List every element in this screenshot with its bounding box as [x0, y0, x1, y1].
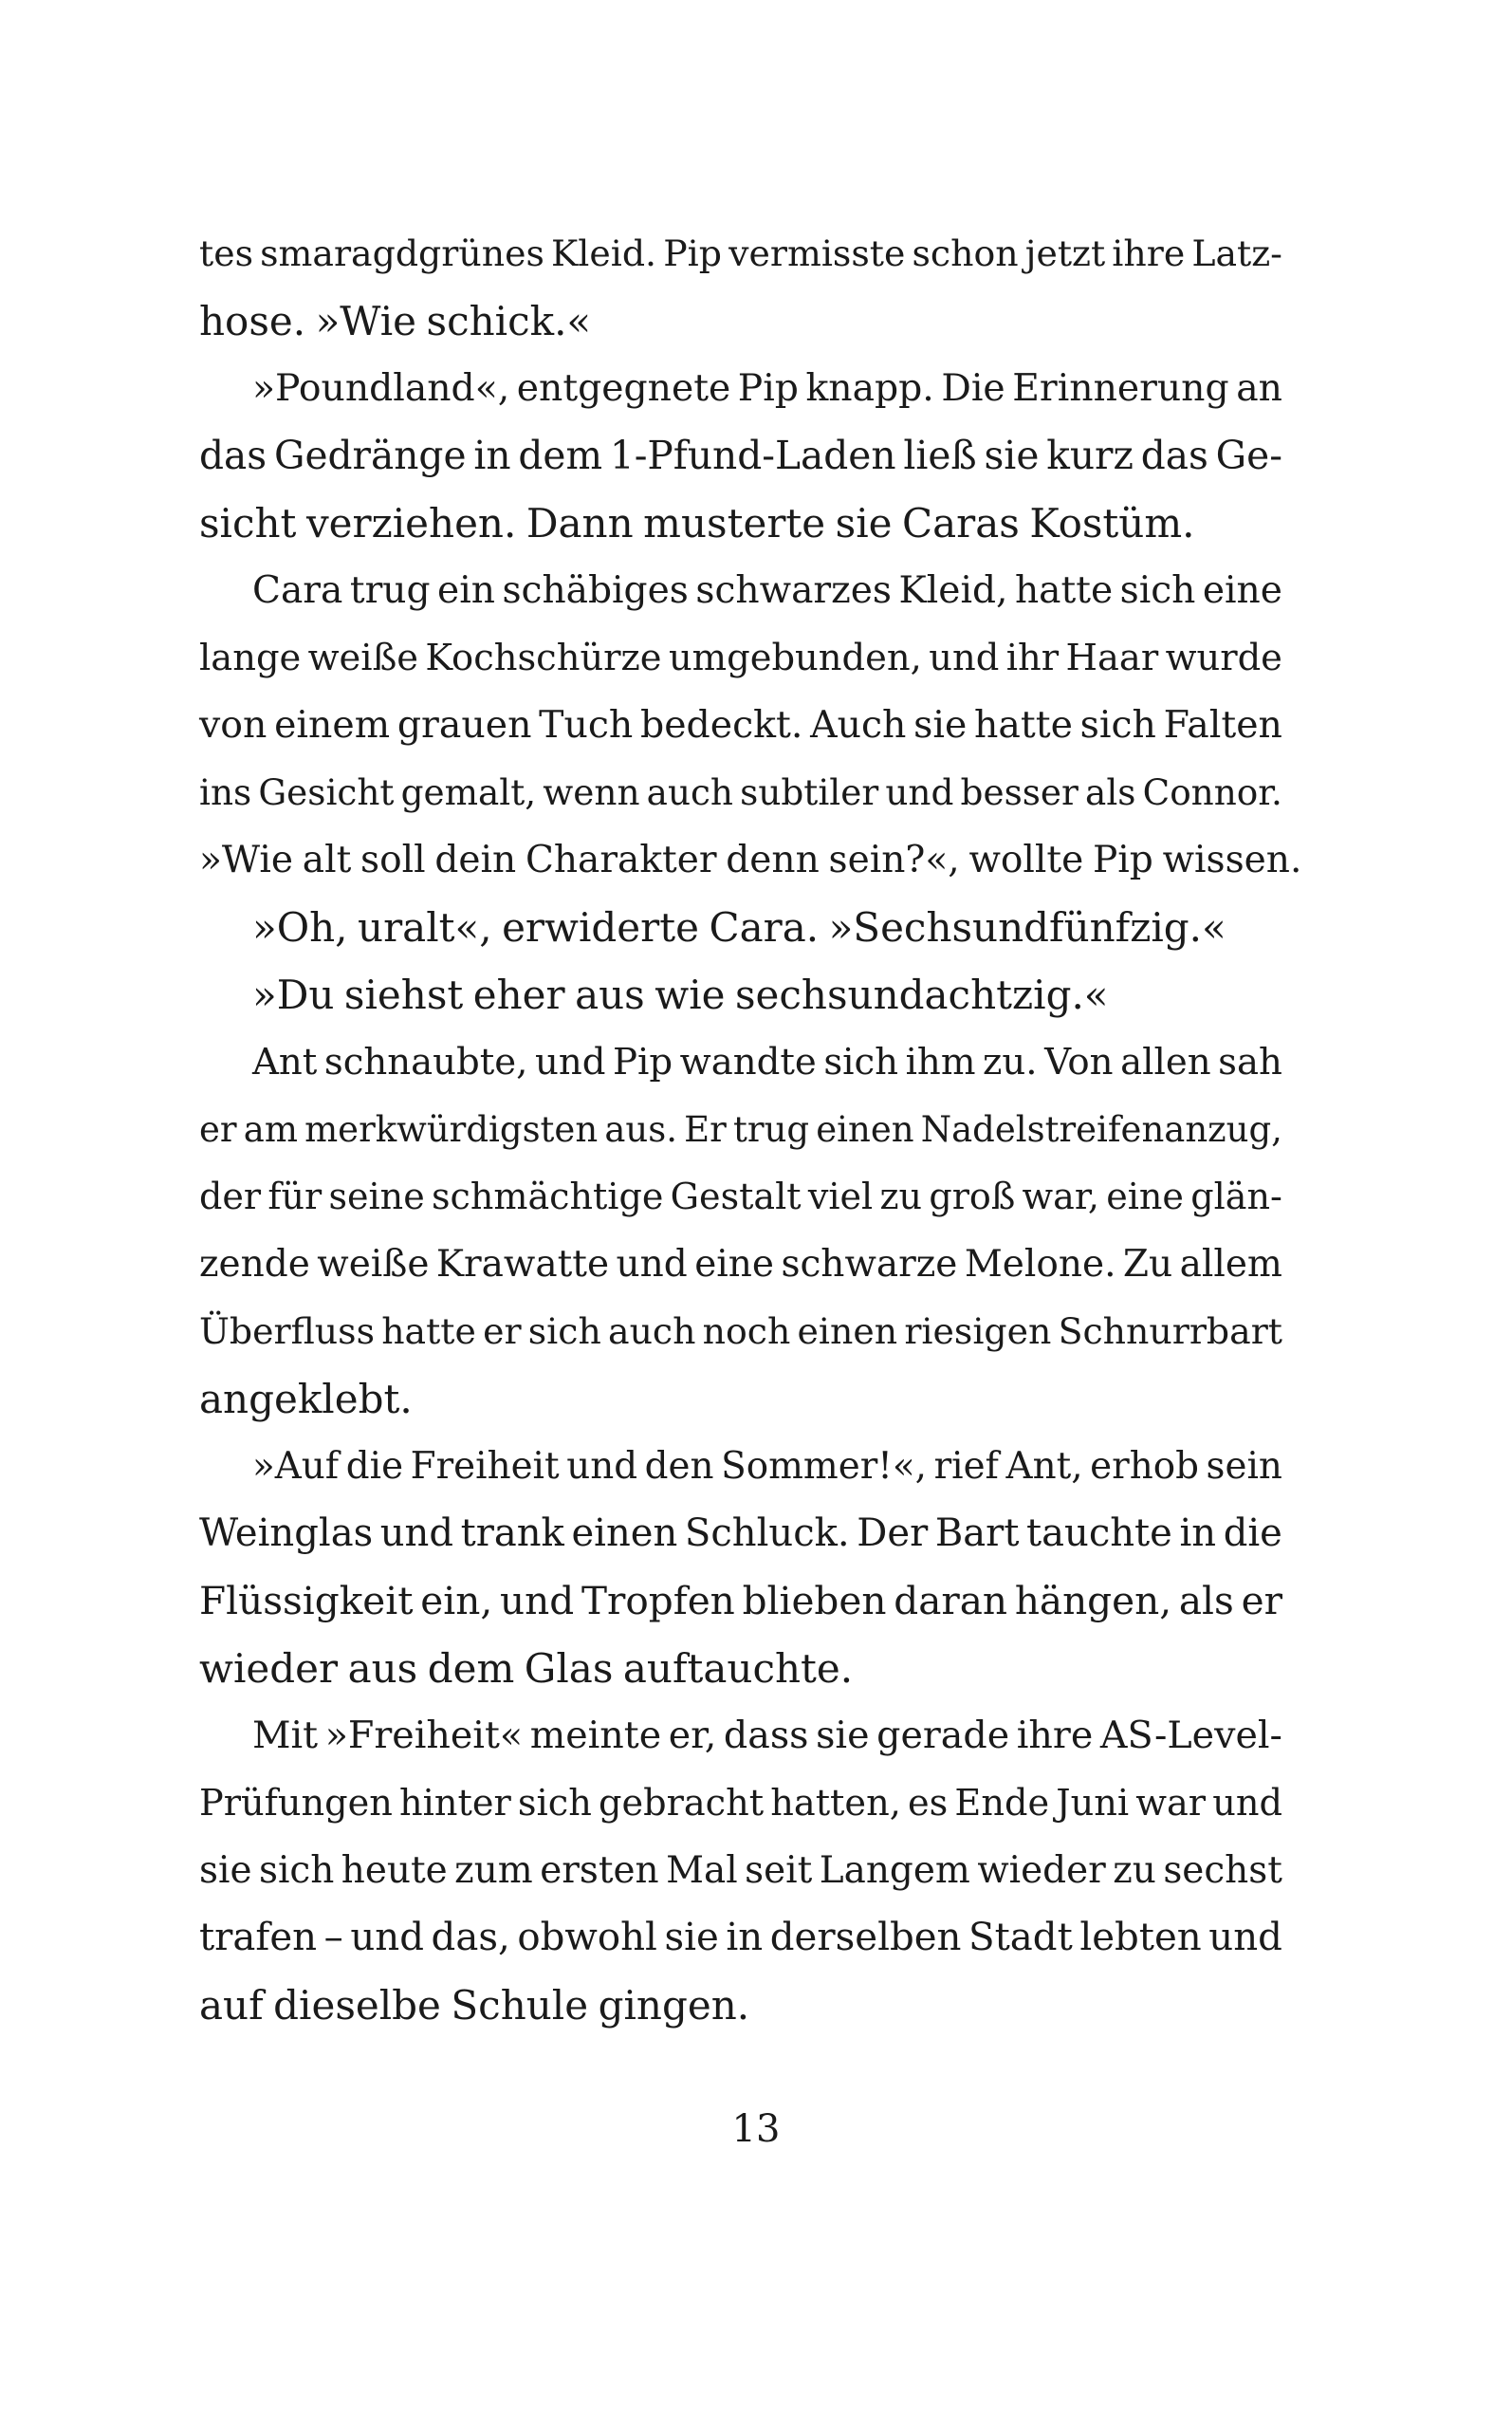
text-line: hose. »Wie schick.«: [199, 298, 592, 344]
text-line: Cara trug ein schäbiges schwarzes Kleid, hatte sich eine: [252, 569, 1282, 612]
text-line: trafen – und das, obwohl sie in derselben Stadt lebten und: [199, 1916, 1282, 1959]
text-line: »Poundland«, entgegnete Pip knapp. Die Erinnerung an: [252, 367, 1282, 410]
text-line: sicht verziehen. Dann musterte sie Caras Kostüm.: [199, 500, 1195, 547]
text-line: Flüssigkeit ein, und Tropfen blieben daran hängen, als er: [199, 1578, 1282, 1623]
page-number: 13: [731, 2107, 781, 2151]
text-line: lange weiße Kochschürze umgebunden, und ihr Haar wurde: [199, 637, 1282, 679]
body-text: [199, 220, 1302, 2039]
text-line: Mit »Freiheit« meinte er, dass sie gerade ihre AS-Level-: [252, 1714, 1282, 1757]
text-line: Überfluss hatte er sich auch noch einen riesigen Schnurrbart: [199, 1310, 1282, 1352]
text-line: »Auf die Freiheit und den Sommer!«, rief Ant, erhob sein: [252, 1445, 1282, 1488]
text-line: tes smaragdgrünes Kleid. Pip vermisste schon jetzt ihre Latz-: [199, 232, 1282, 274]
text-line: zende weiße Krawatte und eine schwarze Melone. Zu allem: [199, 1243, 1282, 1286]
text-line: er am merkwürdigsten aus. Er trug einen Nadelstreifenanzug,: [199, 1109, 1282, 1150]
text-line: Weinglas und trank einen Schluck. Der Bart tauchte in die: [199, 1511, 1282, 1555]
text-line: wieder aus dem Glas auftauchte.: [199, 1645, 854, 1692]
text-line: von einem grauen Tuch bedeckt. Auch sie hatte sich Falten: [199, 703, 1282, 747]
text-line: angeklebt.: [199, 1376, 413, 1422]
text-line: »Wie alt soll dein Charakter denn sein?«, wollte Pip wissen.: [199, 839, 1302, 881]
text-line: Prüfungen hinter sich gebracht hatten, es Ende Juni war und: [199, 1782, 1282, 1825]
text-line: Ant schnaubte, und Pip wandte sich ihm zu. Von allen sah: [252, 1041, 1282, 1084]
text-line: der für seine schmächtige Gestalt viel zu groß war, eine glän-: [199, 1176, 1282, 1217]
text-line: »Oh, uralt«, erwiderte Cara. »Sechsundfünfzig.«: [252, 904, 1226, 951]
text-line: ins Gesicht gemalt, wenn auch subtiler und besser als Connor.: [199, 771, 1282, 813]
text-line: das Gedränge in dem 1-Pfund-Laden ließ sie kurz das Ge-: [199, 433, 1282, 478]
text-line: auf dieselbe Schule gingen.: [199, 1982, 750, 2029]
text-line: »Du siehst eher aus wie sechsundachtzig.«: [252, 972, 1109, 1018]
text-line: sie sich heute zum ersten Mal seit Langem wieder zu sechst: [199, 1849, 1282, 1892]
